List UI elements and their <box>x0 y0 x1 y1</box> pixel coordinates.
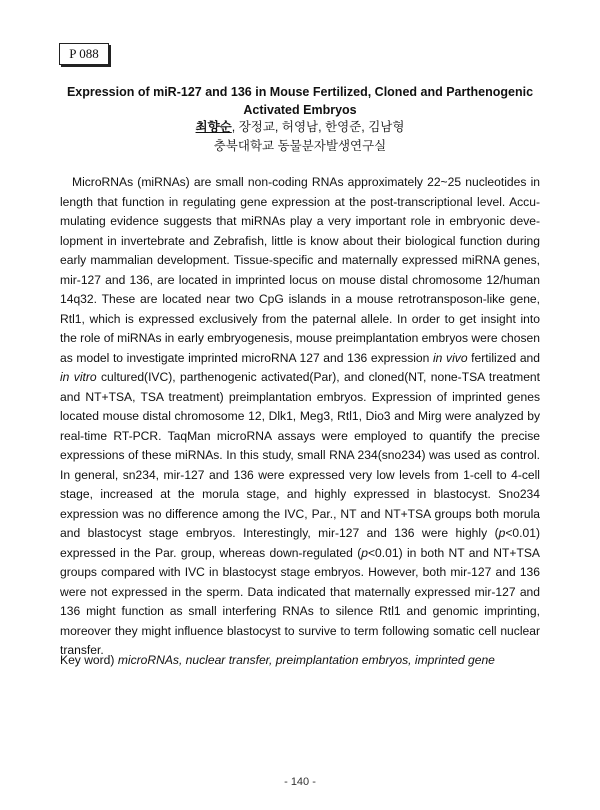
affiliation: 충북대학교 동물분자발생연구실 <box>213 139 387 153</box>
keywords-line <box>60 651 540 670</box>
abstract-text-5: <0.01) in both NT and NT+TSA groups compared with IVC in blastocyst stage embryos. However, both mir-127 and 136 were not expressed in the sperm. Data indicated that maternally expressed mir-127 and 136 might function as small interfering RNAs to silence Rtl1 and genomic imprinting, moreover they might influence blastocyst to survive to term following somatic cell nuclear transfer. <box>60 545 540 657</box>
presenting-author: 최향순 <box>195 120 232 134</box>
abstract-italic-in-vitro: in vitro <box>60 370 97 384</box>
abstract-text-2: fertilized and <box>467 350 540 365</box>
abstract-code: P 088 <box>69 46 99 61</box>
abstract-code-box <box>59 43 109 65</box>
abstract-italic-p-2: p <box>361 545 368 560</box>
keywords-label: Key word) <box>60 653 118 667</box>
abstract-italic-p-1: p <box>498 526 506 540</box>
abstract-text-1: MicroRNAs (miRNAs) are small non-coding RNAs approximately 22~25 nucleotides in length that function in regulating gene expression at the post-transcriptional level. Accumulating evidence suggests that miRNAs play a very important role in embryonic development in invertebrate and Zebrafish, little is know about their biological function during early mammalian development. Tissue-specific and maternally expressed miRNA genes, mir-127 and 136, are located in imprinted locus on mouse distal chromosome 12/human 14q32. These are located near two CpG islands in a mouse retrotransposon-like gene, Rtl1, which is expressed exclusively from the paternal allele. In order to get insight into the role of miRNAs in early embryogenesis, mouse preimplantation embryos were chosen as model to investigate imprinted microRNA 127 and 136 expression <box>60 175 540 365</box>
title-line-2: Activated Embryos <box>243 103 357 117</box>
abstract-italic-in-vivo: in vivo <box>433 350 468 365</box>
title-line-1: Expression of miR-127 and 136 in Mouse Fertilized, Cloned and Parthenogenic <box>66 85 534 99</box>
abstract-body <box>60 173 540 661</box>
abstract-text-3: cultured(IVC), parthenogenic activated(Par), and cloned(NT, none-TSA treatment and NT+TSA, TSA treatment) preimplantation embryos. Expression of imprinted genes located mouse distal chromosome 12, Dlk1, Meg3, Rtl1, Dio3 and Mirg were analyzed by real-time RT-PCR. TaqMan microRNA assays were employed to quantify the precise expressions of these miRNAs. In this study, small RNA 234(sno234) was used as control. In general, sn234, mir-127 and 136 were expressed very low levels from 1-cell to 4-cell stage, increased at the morula stage, and highly expressed in blastocyst. Sno234 expression was no difference among the IVC, Par., NT and NT+TSA groups both morula and blastocyst stage embryos. Interestingly, mir-127 and 136 were highly ( <box>60 370 541 540</box>
co-authors: , 장정교, 허영남, 한영준, 김남형 <box>231 120 405 134</box>
page-number: - 140 - <box>284 776 316 788</box>
paper-title <box>50 83 550 119</box>
abstract-text-4: <0.01) expressed in the Par. group, whereas down-regulated ( <box>60 526 540 560</box>
keywords-terms: microRNAs, nuclear transfer, preimplantation embryos, imprinted gene <box>117 653 495 667</box>
author-list <box>50 118 550 136</box>
